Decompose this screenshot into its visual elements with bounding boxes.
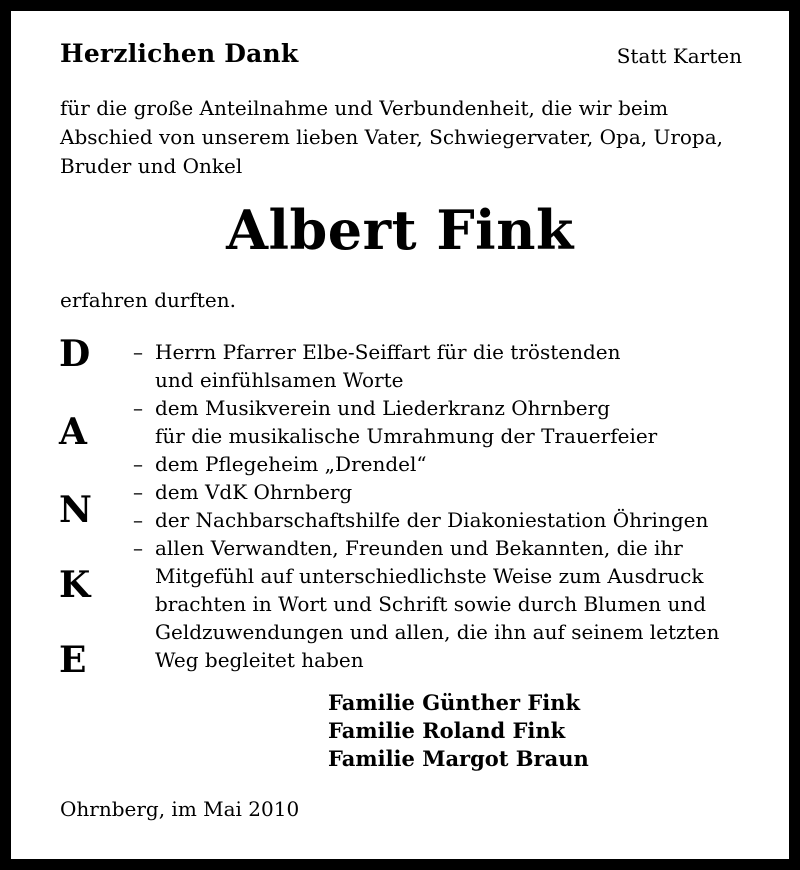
- list-item-line: allen Verwandten, Freunden und Bekannten, die ihr: [155, 536, 683, 560]
- list-item: [133, 534, 773, 674]
- signer-name: Familie Günther Fink: [328, 690, 581, 715]
- danke-letter-d: D: [59, 333, 91, 375]
- list-item-line: brachten in Wort und Schrift sowie durch Blumen und: [155, 592, 707, 616]
- danke-letter-n: N: [59, 489, 92, 531]
- danke-letter-k: K: [59, 564, 91, 606]
- list-item-line: Weg begleitet haben: [155, 648, 364, 672]
- place-date: Ohrnberg, im Mai 2010: [60, 797, 300, 821]
- list-item-line: Herrn Pfarrer Elbe-Seiffart für die tröstenden: [155, 340, 621, 364]
- list-item: [133, 338, 773, 394]
- danke-letter-a: A: [59, 411, 87, 453]
- outro-text: erfahren durften.: [60, 288, 236, 312]
- list-item-line: und einfühlsamen Worte: [155, 368, 404, 392]
- intro-line: für die große Anteilnahme und Verbundenheit, die wir beim: [60, 96, 669, 120]
- list-item-line: dem Pflegeheim „Drendel“: [155, 452, 427, 476]
- signer-name: Familie Roland Fink: [328, 718, 566, 743]
- deceased-name: Albert Fink: [226, 198, 574, 262]
- dash-marker: –: [133, 536, 143, 560]
- dash-marker: –: [133, 396, 143, 420]
- header-title: Herzlichen Dank: [60, 39, 299, 68]
- list-item: [133, 450, 773, 478]
- list-item-line: für die musikalische Umrahmung der Trauerfeier: [155, 424, 658, 448]
- signer-name: Familie Margot Braun: [328, 746, 589, 771]
- list-item-line: Mitgefühl auf unterschiedlichste Weise zum Ausdruck: [155, 564, 704, 588]
- list-item: [133, 506, 773, 534]
- list-item: [133, 478, 773, 506]
- dash-marker: –: [133, 340, 143, 364]
- intro-text: [60, 94, 760, 181]
- header-note: Statt Karten: [616, 44, 742, 68]
- intro-line: Bruder und Onkel: [60, 154, 243, 178]
- list-item-line: Geldzuwendungen und allen, die ihn auf seinem letzten: [155, 620, 720, 644]
- dash-marker: –: [133, 480, 143, 504]
- list-item: [133, 394, 773, 450]
- intro-line: Abschied von unserem lieben Vater, Schwiegervater, Opa, Uropa,: [60, 125, 724, 149]
- danke-letter-e: E: [59, 639, 87, 681]
- list-item-line: der Nachbarschaftshilfe der Diakoniestation Öhringen: [155, 508, 709, 532]
- list-item-line: dem VdK Ohrnberg: [155, 480, 353, 504]
- thanks-list: [133, 338, 773, 674]
- dash-marker: –: [133, 508, 143, 532]
- signers: [328, 689, 589, 773]
- list-item-line: dem Musikverein und Liederkranz Ohrnberg: [155, 396, 610, 420]
- dash-marker: –: [133, 452, 143, 476]
